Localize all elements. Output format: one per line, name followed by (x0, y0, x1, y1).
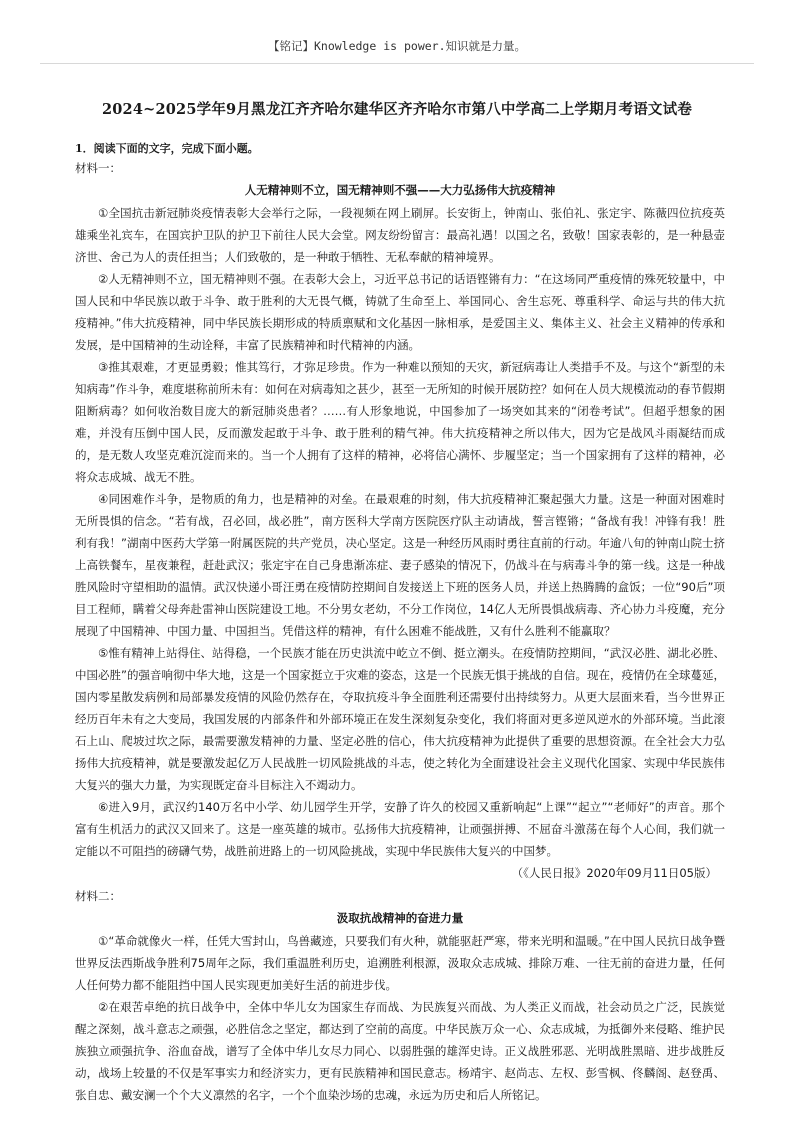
article-title: 汲取抗战精神的奋进力量 (336, 911, 464, 925)
paragraph: ①全国抗击新冠肺炎疫情表彰大会举行之际，一段视频在网上刷屏。长安街上，钟南山、张伯礼、张定宇、陈薇四位抗疫英雄乘坐礼宾车，在国宾护卫队的护卫下前往人民大会堂。网友纷纷留言：最高礼遇！以国之名，致敬！国家表彰的，是一种悬壶济世、舍己为人的责任担当；人们致敬的，是一种敢于牺牲、无私奉献的精神境界。 (75, 206, 725, 264)
material-label: 材料一： (75, 161, 121, 175)
paragraph: ②在艰苦卓绝的抗日战争中，全体中华儿女为国家生存而战、为民族复兴而战、为人类正义而战，社会动员之广泛，民族觉醒之深刻，战斗意志之顽强，必胜信念之坚定，都达到了空前的高度。中华民族万众一心、众志成城，为抵御外来侵略、维护民族独立顽强抗争、浴血奋战，谱写了全体中华儿女尽力同心、以弱胜强的雄浑史诗。正义战胜邪恶、光明战胜黑暗、进步战胜反动，战场上较量的不仅是军事实力和经济实力，更有民族精神和国民意志。杨靖宇、赵尚志、左权、彭雪枫、佟麟阁、赵登禹、张自忠、戴安澜一个个大义凛然的名字，一个个血染沙场的忠魂，永远为历史和后人所铭记。 (75, 1000, 725, 1102)
page-header: 【铭记】Knowledge is power.知识就是力量。 (267, 39, 527, 53)
paragraph: ②人无精神则不立，国无精神则不强。在表彰大会上，习近平总书记的话语铿锵有力：“在这场同严重疫情的殊死较量中，中国人民和中华民族以敢于斗争、敢于胜利的大无畏气概，铸就了生命至上、举国同心、舍生忘死、尊重科学、命运与共的伟大抗疫精神。”伟大抗疫精神，同中华民族长期形成的特质禀赋和文化基因一脉相承，是爱国主义、集体主义、社会主义精神的传承和发展，是中国精神的生动诠释，丰富了民族精神和时代精神的内涵。 (75, 272, 725, 352)
paragraph: ⑤惟有精神上站得住、站得稳，一个民族才能在历史洪流中屹立不倒、挺立潮头。在疫情防控期间，“武汉必胜、湖北必胜、中国必胜”的强音响彻中华大地，这是一个国家挺立于灾难的姿态，这是一个民族无惧于挑战的自信。现在，疫情仍在全球蔓延，国内零星散发病例和局部暴发疫情的风险仍然存在，夺取抗疫斗争全面胜利还需要付出持续努力。从更大层面来看，当今世界正经历百年未有之大变局，我国发展的内部条件和外部环境正在发生深刻复杂变化，我们将面对更多逆风逆水的外部环境。当此滚石上山、爬坡过坎之际，最需要激发精神的力量、坚定必胜的信心，伟大抗疫精神为此提供了重要的思想资源。在全社会大力弘扬伟大抗疫精神，就是要激发起亿万人民战胜一切风险挑战的斗志，使之转化为全面建设社会主义现代化国家、实现中华民族伟大复兴的强大力量，为实现既定奋斗目标注入不竭动力。 (75, 646, 725, 792)
exam-title: 2024~2025学年9月黑龙江齐齐哈尔建华区齐齐哈尔市第八中学高二上学期月考语文试卷 (101, 101, 693, 118)
paragraph: ③推其艰难，才更显勇毅；惟其笃行，才弥足珍贵。作为一种难以预知的天灾，新冠病毒让人类措手不及。与这个“新型的未知病毒”作斗争，难度堪称前所未有：如何在对病毒知之甚少，甚至一无所知的时候开展防控？如何在人员大规模流动的春节假期阻断病毒？如何收治数目庞大的新冠肺炎患者？……有人形象地说，中国参加了一场突如其来的“闭卷考试”。但超乎想象的困难，并没有压倒中国人民，反而激发起敢于斗争、敢于胜利的精气神。伟大抗疫精神之所以伟大，因为它是战风斗雨凝结而成的，是无数人攻坚克难沉淀而来的。当一个人拥有了这样的精神，必将信心满怀、步履坚定；当一个国家拥有了这样的精神，必将众志成城、战无不胜。 (75, 360, 725, 484)
question-stem: 1．阅读下面的文字，完成下面小题。 (75, 142, 259, 155)
material-label: 材料二： (75, 889, 121, 903)
article-title: 人无精神则不立，国无精神则不强——大力弘扬伟大抗疫精神 (244, 183, 556, 197)
paragraph: ⑥进入9月，武汉约140万名中小学、幼儿园学生开学，安静了许久的校园又重新响起“上课”“起立”“老师好”的声音。那个富有生机活力的武汉又回来了。这是一座英雄的城市。弘扬伟大抗疫精神，让顽强拼搏、不屈奋斗激荡在每个人心间，我们就一定能以不可阻挡的磅礴气势，战胜前进路上的一切风险挑战，实现中华民族伟大复兴的中国梦。 (75, 800, 725, 858)
material-one (75, 160, 725, 884)
material-two (75, 888, 725, 1106)
paragraph: ④同困难作斗争，是物质的角力，也是精神的对垒。在最艰难的时刻，伟大抗疫精神汇聚起强大力量。这是一种面对困难时无所畏惧的信念。“若有战，召必回，战必胜”，南方医科大学南方医院医疗队主动请战，誓言铿锵；“备战有我！冲锋有我！胜利有我！”湖南中医药大学第一附属医院的共产党员，决心坚定。这是一种经历风雨时勇往直前的行动。年逾八旬的钟南山院士挤上高铁餐车，星夜兼程，赶赴武汉；张定宇在自己身患渐冻症、妻子感染的情况下，仍战斗在与病毒斗争的第一线。这是一种战胜风险时守望相助的温情。武汉快递小哥汪勇在疫情防控期间自发接送上下班的医务人员，并送上热腾腾的盒饭；一位“90后”项目工程师，瞒着父母奔赴雷神山医院建设工地。不分男女老幼，不分工作岗位，14亿人无所畏惧战病毒、齐心协力斗疫魔，充分展现了中国精神、中国力量、中国担当。凭借这样的精神，有什么困难不能战胜，又有什么胜利不能赢取？ (75, 492, 725, 638)
document-body (75, 140, 725, 1106)
source-citation: （《人民日报》2020年09月11日05版） (511, 866, 717, 880)
paragraph: ①“革命就像火一样，任凭大雪封山，鸟兽藏迹，只要我们有火种，就能驱赶严寒，带来光明和温暖。”在中国人民抗日战争暨世界反法西斯战争胜利75周年之际，我们重温胜利历史，追溯胜利根源，汲取众志成城、排除万难、一往无前的奋进力量，任何人任何势力都不能阻挡中国人民实现更加美好生活的前进步伐。 (75, 934, 725, 992)
header-divider (40, 63, 754, 64)
